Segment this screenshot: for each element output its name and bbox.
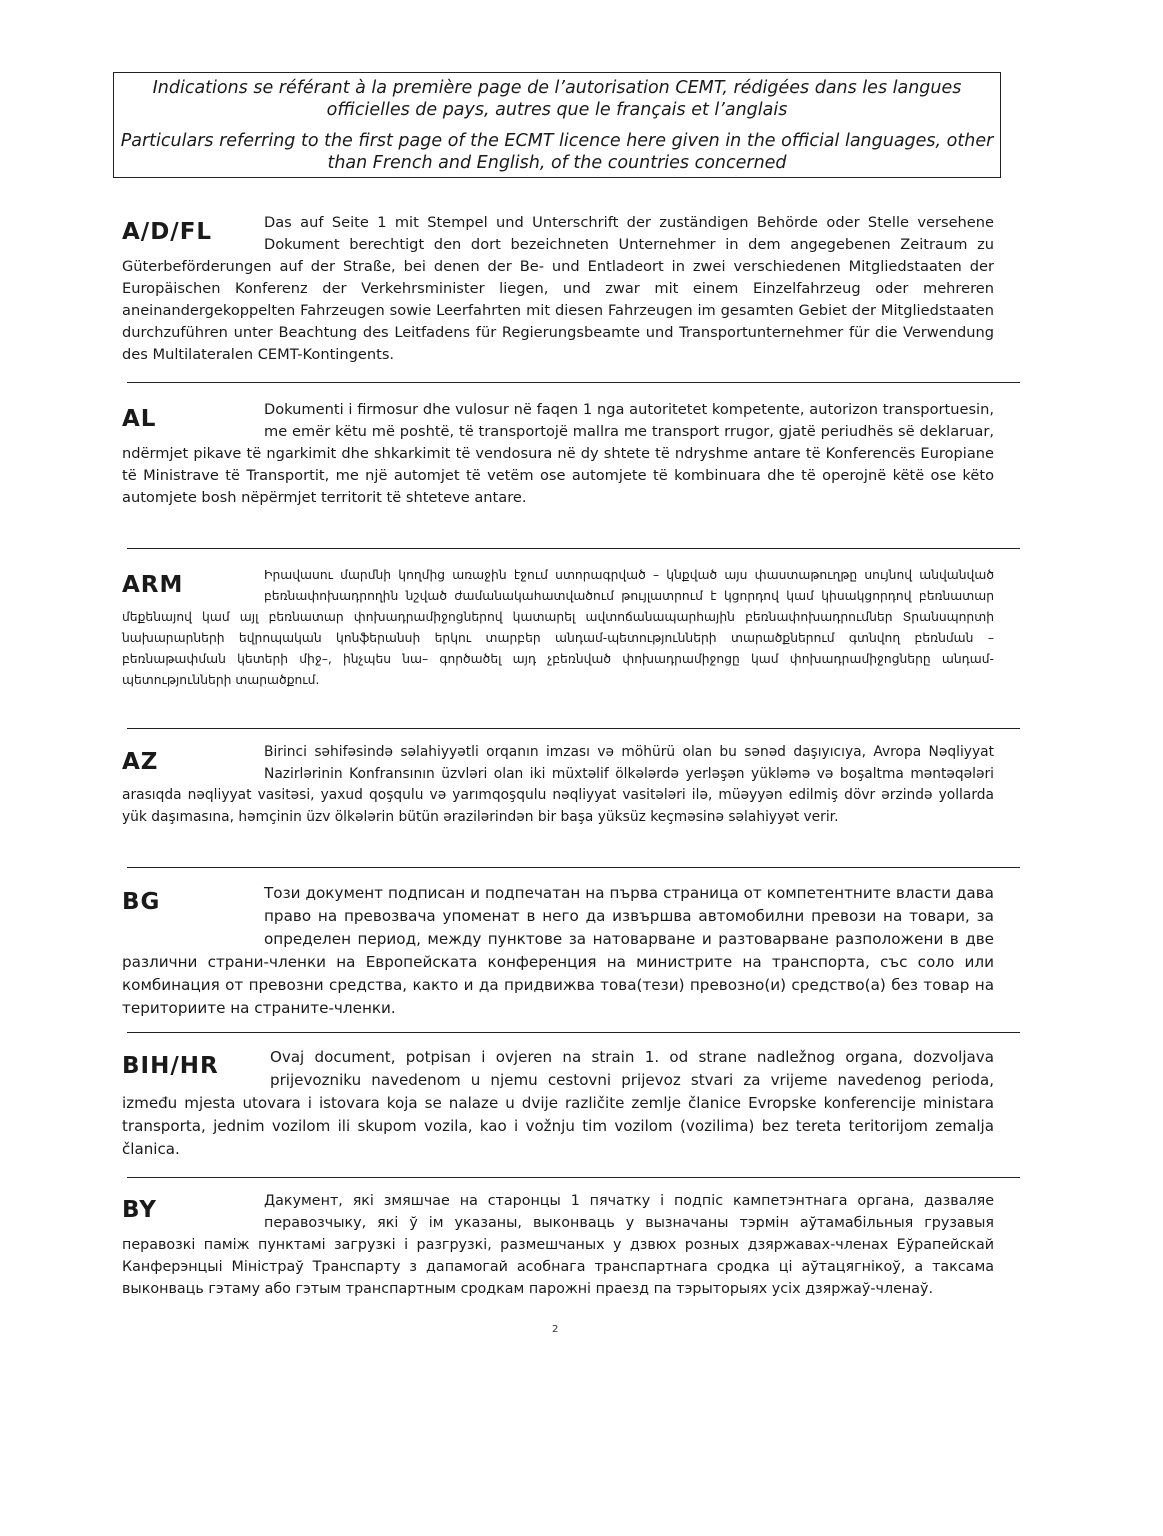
country-code: ARM xyxy=(122,572,184,598)
country-code: BIH/HR xyxy=(122,1053,219,1079)
section-text: Das auf Seite 1 mit Stempel und Unterschrift der zuständigen Behörde oder Stelle versehene Dokument berechtigt den dort bezeichneten Unternehmer in dem angegebenen Zeitraum zu Güterbeförderungen auf der Straße, bei denen der Be- und Entladeort in zwei verschiedenen Mitgliedstaaten der Europäischen Konferenz der Verkehrsminister liegen, und zwar mit einem Einzelfahrzeug oder mehreren aneinandergekoppelten Fahrzeugen sowie Leerfahrten mit diesen Fahrzeugen im gesamten Gebiet der Mitgliedstaaten durchzuführen unter Beachtung des Leitfadens für Regierungsbeamte und Transportunternehmer für die Verwendung des Multilateralen CEMT-Kontingents. xyxy=(122,214,994,363)
section-divider xyxy=(127,1032,1020,1033)
section-text: Дакумент, які змяшчае на старонцы 1 пячатку і подпіс кампетэнтнага органа, дазваляе перавозчыку, які ў ім указаны, выконваць у вызначаны тэрмін аўтамабільныя грузавыя перавозкі паміж пунктамі загрузкі і разгрузкі, размешчаных у дзвюх розных дзяржавах-членах Еўрапейскай Канферэнцыі Міністраў Транспарту з дапамогай асобнага транспартнага сродка ці аўтацягнікоў, а таксама выконваць гэтаму або гэтым транспартным сродкам парожні праезд па тэрыторыях усіх дзяржаў-членаў. xyxy=(122,1193,994,1297)
section-text: Dokumenti i firmosur dhe vulosur në faqen 1 nga autoritetet kompetente, autorizon transportuesin, me emër këtu më poshtë, të transportojë mallra me transport rrugor, gjatë periudhës së deklaruar, ndërmjet pikave të ngarkimit dhe shkarkimit të vendosura në dy shtete të ndryshme antare të Konferencës Europiane të Ministrave të Transportit, me një automjet të vetëm ose automjete të kombinuara dhe të operojnë këtë ose këto automjete bosh nëpërmjet territorit të shteteve antare. xyxy=(122,401,994,506)
country-code: BG xyxy=(122,889,161,915)
section-by xyxy=(122,1190,994,1300)
section-text: Իրավասու մարմնի կողմից առաջին էջում ստորագրված – կնքված այս փաստաթուղթը սույնով անվանված բեռնափոխադրողին նշված ժամանակահատվածում թույլատրում է կցորդով կամ կիսակցորդով բեռնատար մեքենայով կամ այլ բեռնատար փոխադրամիջոցներով կատարել ավտոճանապարհային բեռնափոխադրումներ Տրանսպորտի նախարարների եվրոպական կոնֆերանսի երկու տարբեր անդամ-պետությունների տարածքներում գտնվող բեռնման – բեռնաթափման կետերի միջ–, ինչպես նա– գործածել այդ չբեռնված փոխադրամիջոցը կամ փոխադրամիջոցները անդամ-պետությունների տարածքում. xyxy=(122,568,994,687)
country-code: BY xyxy=(122,1197,157,1223)
section-al xyxy=(122,399,994,509)
page-number: 2 xyxy=(552,1324,559,1335)
section-arm xyxy=(122,565,994,691)
section-text: Birinci səhifəsində səlahiyyətli orqanın imzası və möhürü olan bu sənəd daşıyıcıya, Avropa Nəqliyyat Nazirlərinin Konfransının üzvləri olan iki müxtəlif ölkələrdə yerləşən yükləmə və boşaltma məntəqələri arasıqda nəqliyyat vasitəsi, yaxud qoşqulu və yarımqoşqulu nəqliyyat vasitələri ilə, müəyyən edilmiş dövr ərzində yollarda yük daşımasına, həmçinin üzv ölkələrin bütün ərazilərindən bir başa yüksüz keçməsinə səlahiyyət verir. xyxy=(122,744,994,825)
header-box xyxy=(113,72,1001,178)
section-divider xyxy=(127,382,1020,383)
country-code: A/D/FL xyxy=(122,219,213,245)
section-divider xyxy=(127,548,1020,549)
header-french: Indications se référant à la première page de l’autorisation CEMT, rédigées dans les langues officielles de pays, autres que le français et l’anglais xyxy=(152,78,962,120)
country-code: AZ xyxy=(122,749,159,775)
section-divider xyxy=(127,867,1020,868)
section-text: Този документ подписан и подпечатан на първа страница от компетентните власти дава право на превозвача упоменат в него да извършва автомобилни превози на товари, за определен период, между пунктове за натоварване и разтоварване разположени в две различни страни-членки на Европейската конференция на министрите на транспорта, със соло или комбинация от превозни средства, както и да придвижва това(тези) превозно(и) средство(а) без товар на териториите на страните-членки. xyxy=(122,884,994,1017)
section-divider xyxy=(127,1177,1020,1178)
section-bg xyxy=(122,882,994,1020)
section-divider xyxy=(127,728,1020,729)
section-a-d-fl xyxy=(122,212,994,366)
section-bih-hr xyxy=(122,1046,994,1161)
section-text: Ovaj document, potpisan i ovjeren na strain 1. od strane nadležnog organa, dozvoljava prijevozniku navedenom u njemu cestovni prijevoz stvari za vrijeme navedenog perioda, između mjesta utovara i istovara koja se nalaze u dvije različite zemlje članice Evropske konferencije ministara transporta, jednim vozilom ili skupom vozila, kao i vožnju tim vozilom (vozilima) bez tereta teritorijom zemalja članica. xyxy=(122,1048,994,1158)
country-code: AL xyxy=(122,406,157,432)
section-az xyxy=(122,742,994,828)
header-english: Particulars referring to the first page of the ECMT licence here given in the official languages, other than French and English, of the countries concerned xyxy=(120,131,994,173)
